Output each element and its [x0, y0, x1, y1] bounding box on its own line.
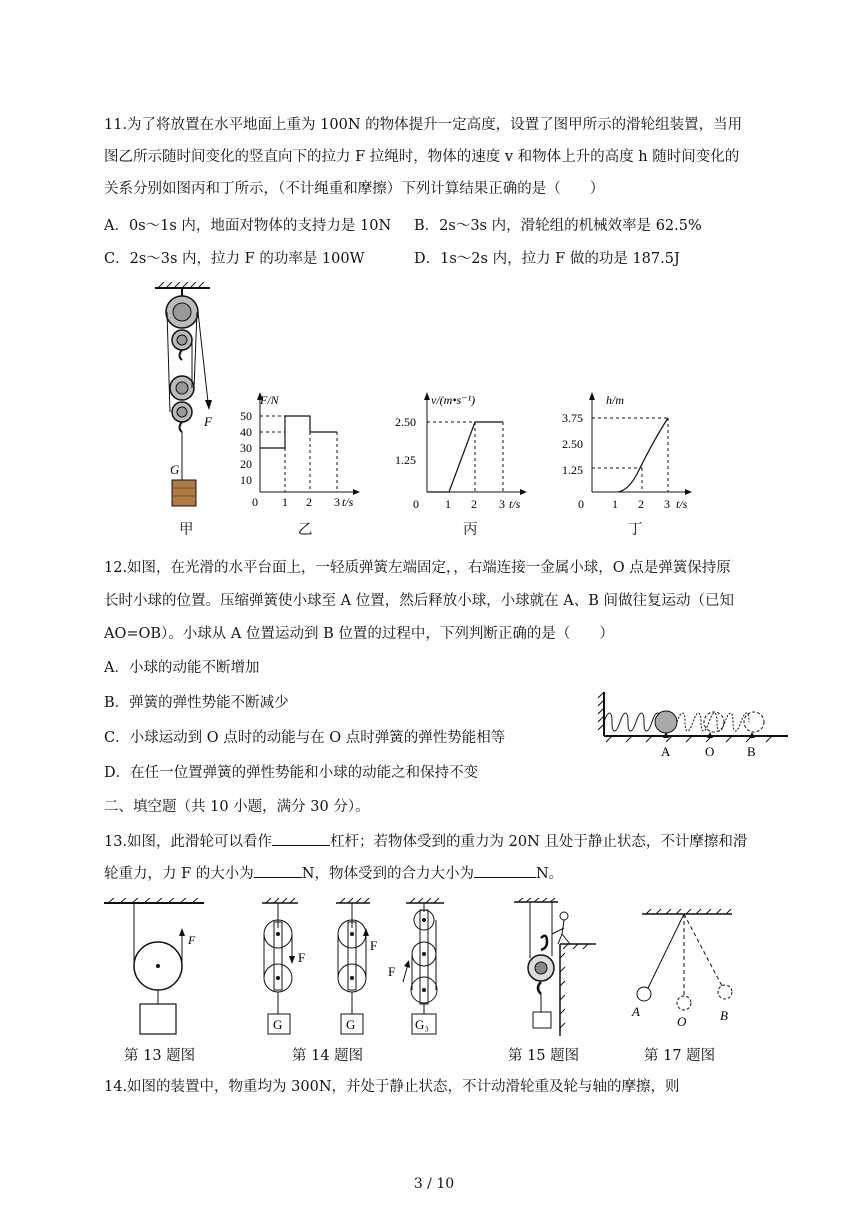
yi-xtick: 2	[306, 495, 312, 509]
q13-text-4: N，物体受到的合力大小为	[301, 866, 474, 882]
yi-xlabel: t/s	[342, 495, 354, 509]
fig14-caption: 第 14 题图	[292, 1048, 364, 1064]
fig13-pulley	[100, 898, 210, 1040]
fig14-weight-2: G	[346, 1017, 356, 1032]
q13-blank-3[interactable]	[474, 863, 536, 878]
ding-ylabel: h/m	[606, 393, 624, 407]
yi-ytick: 20	[240, 457, 252, 471]
q12-option-c: C．小球运动到 O 点时的动能与在 O 点时弹簧的弹性势能相等	[104, 730, 506, 746]
fig-bing-caption: 丙	[463, 522, 478, 538]
fig-ding-caption: 丁	[628, 522, 643, 538]
bing-ylabel: v/(m•s⁻¹)	[431, 393, 476, 407]
q11-line1: 11.为了将放置在水平地面上重为 100N 的物体提升一定高度，设置了图甲所示的滑轮组装置，当用	[104, 117, 743, 133]
fig15-caption: 第 15 题图	[508, 1048, 580, 1064]
fig17-label-b: B	[720, 1008, 728, 1023]
spring-label-b: B	[747, 744, 756, 759]
fig17-label-o: O	[677, 1014, 687, 1029]
ding-xtick: 2	[638, 497, 644, 511]
fig14-force-2: F	[370, 938, 378, 953]
q11-figure-yi	[238, 388, 368, 518]
q11-option-c: C．2s～3s 内，拉力 F 的功率是 100W	[104, 251, 365, 267]
q13-text-1: 13.如图，此滑轮可以看作	[104, 834, 273, 850]
bing-xtick: 1	[445, 497, 451, 511]
q13-text-5: N。	[535, 866, 564, 882]
yi-ytick: 10	[240, 473, 252, 487]
q11-figure-ding	[560, 388, 700, 518]
q11-option-d: D．1s～2s 内，拉力 F 做的功是 187.5J	[414, 251, 680, 267]
yi-ylabel: F/N	[260, 393, 279, 407]
q13-text-2: 杠杆；若物体受到的重力为 20N 且处于静止状态，不计摩擦和滑	[330, 834, 748, 850]
fig17-caption: 第 17 题图	[644, 1048, 716, 1064]
q11-line2: 图乙所示随时间变化的竖直向下的拉力 F 拉绳时，物体的速度 v 和物体上升的高度 h 随时间变化的	[104, 149, 740, 165]
spring-label-a: A	[661, 744, 671, 759]
fig14-force-1: F	[298, 950, 306, 965]
q11-option-a: A．0s～1s 内，地面对物体的支持力是 10N	[104, 218, 392, 234]
yi-ytick: 40	[240, 425, 252, 439]
fig13-caption: 第 13 题图	[124, 1048, 196, 1064]
yi-ytick: 50	[240, 409, 252, 423]
q11-line3: 关系分别如图丙和丁所示，（不计绳重和摩擦）下列计算结果正确的是（ ）	[104, 181, 605, 197]
bing-ytick: 1.25	[395, 453, 416, 467]
fig14-pulleys	[258, 898, 466, 1040]
ding-xlabel: t/s	[676, 497, 688, 511]
q12-line3: AO=OB）。小球从 A 位置运动到 B 位置的过程中，下列判断正确的是（ ）	[104, 626, 614, 642]
q12-option-b: B．弹簧的弹性势能不断减少	[104, 695, 289, 711]
fig17-label-a: A	[632, 1004, 640, 1019]
q11-figure-jia	[150, 282, 230, 512]
ding-xtick: 3	[664, 497, 670, 511]
fig15-person-pulley	[508, 898, 608, 1040]
gravity-g-label: G	[170, 462, 180, 477]
spring-label-o: O	[705, 744, 715, 759]
fig-yi-caption: 乙	[298, 522, 313, 538]
bing-xlabel: t/s	[509, 497, 521, 511]
fig13-force-label: F	[188, 933, 196, 947]
fig14-weight-1: G	[273, 1017, 283, 1032]
q11-figure-bing	[395, 388, 535, 518]
fig-jia-caption: 甲	[179, 522, 194, 538]
q12-option-a: A．小球的动能不断增加	[104, 660, 260, 676]
bing-xtick: 0	[413, 497, 419, 511]
bing-xtick: 3	[499, 497, 505, 511]
q14-line1: 14.如图的装置中，物重均为 300N，并处于静止状态，不计动滑轮重及轮与轴的摩擦，则	[104, 1079, 680, 1095]
yi-xtick: 1	[282, 495, 288, 509]
q13-text-3: 轮重力，力 F 的大小为	[104, 866, 254, 882]
ding-ytick: 1.25	[562, 463, 583, 477]
ding-ytick: 3.75	[562, 411, 583, 425]
page-number: 3 / 10	[413, 1176, 455, 1192]
ding-xtick: 1	[612, 497, 618, 511]
yi-xtick: 3	[334, 495, 340, 509]
ding-ytick: 2.50	[562, 437, 583, 451]
q12-line1: 12.如图，在光滑的水平台面上，一轻质弹簧左端固定，，右端连接一金属小球，O 点是弹簧保持原	[104, 560, 731, 576]
yi-xtick: 0	[252, 495, 258, 509]
q12-line2: 长时小球的位置。压缩弹簧使小球至 A 位置，然后释放小球，小球就在 A、B 间做往复运动（已知	[104, 593, 735, 609]
q12-spring-figure	[598, 690, 793, 762]
fig14-weight-3: G₃	[415, 1017, 429, 1032]
q13-blank-2[interactable]	[254, 863, 302, 878]
q13-line2	[104, 862, 563, 883]
q11-option-b: B．2s～3s 内，滑轮组的机械效率是 62.5%	[414, 218, 702, 234]
section-heading: 二、填空题（共 10 小题，满分 30 分）。	[104, 799, 370, 815]
q13-line1	[104, 830, 747, 851]
bing-xtick: 2	[471, 497, 477, 511]
q13-blank-1[interactable]	[272, 831, 330, 846]
yi-ytick: 30	[240, 441, 252, 455]
force-f-label: F	[204, 414, 212, 429]
fig17-pendulum	[622, 906, 742, 1038]
ding-xtick: 0	[578, 497, 584, 511]
q12-option-d: D．在任一位置弹簧的弹性势能和小球的动能之和保持不变	[104, 765, 479, 781]
fig14-force-3: F	[388, 964, 396, 979]
bing-ytick: 2.50	[395, 415, 416, 429]
